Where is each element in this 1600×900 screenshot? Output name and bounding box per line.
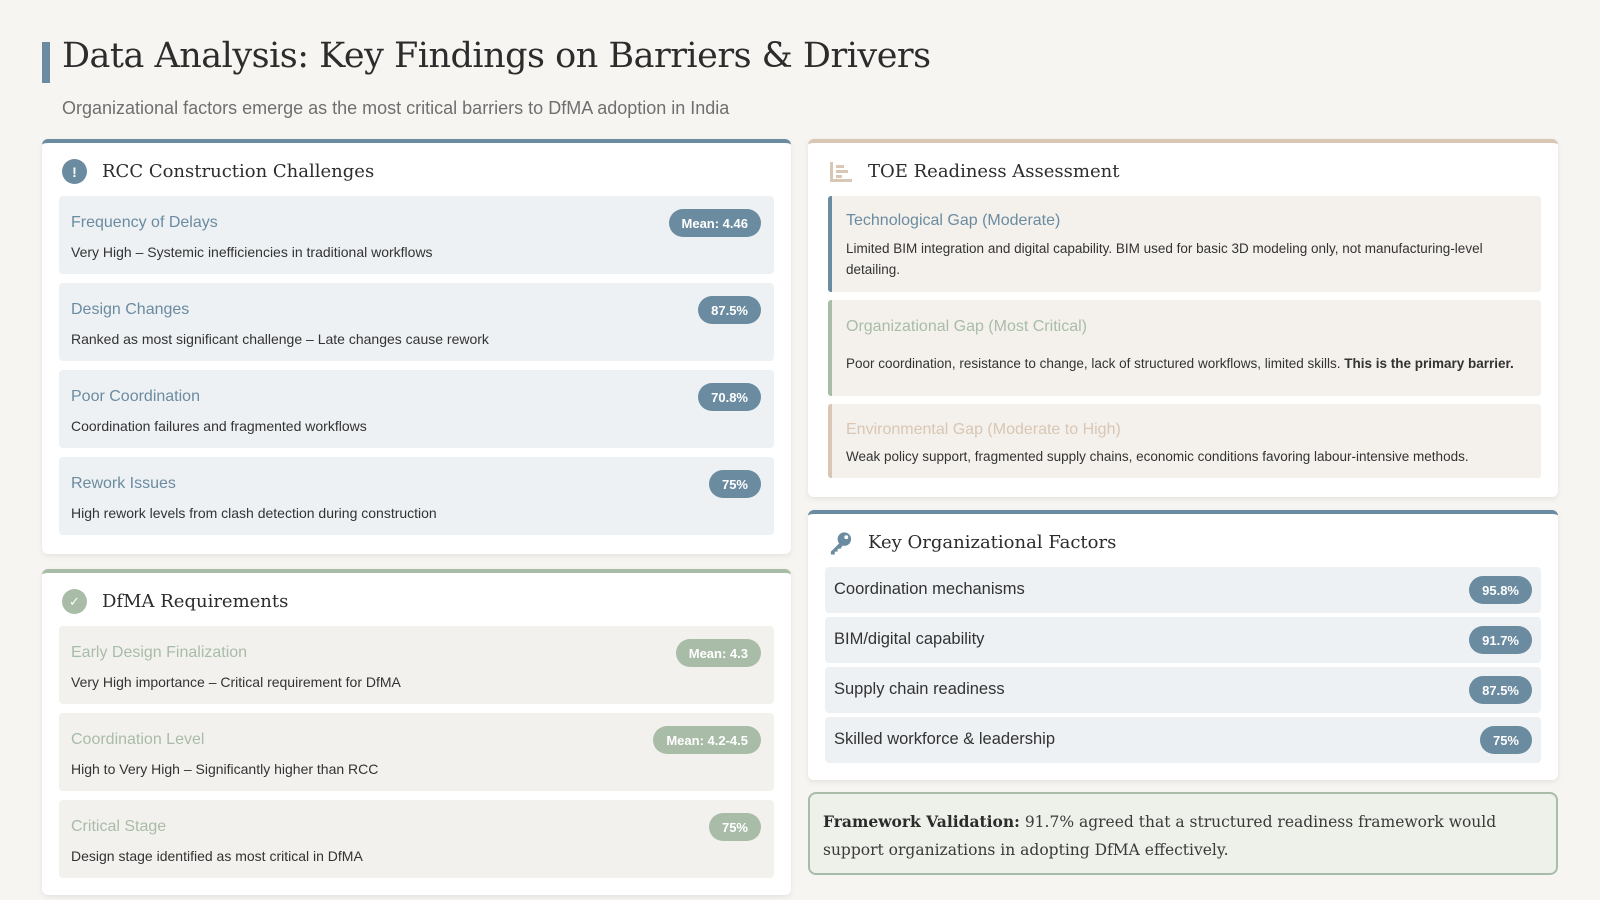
requirement-item	[59, 800, 774, 878]
factor-row	[825, 667, 1541, 713]
challenge-badge: 75%	[709, 470, 761, 498]
organizational-gap	[828, 300, 1541, 396]
factor-row	[825, 567, 1541, 613]
requirement-label: Critical Stage	[71, 818, 167, 835]
gap-desc	[846, 353, 1533, 374]
challenge-item	[59, 370, 774, 448]
card-title: RCC Construction Challenges	[102, 161, 375, 182]
gap-desc-text: Poor coordination, resistance to change, lack of structured workflows, limited skills.	[846, 356, 1341, 371]
title-accent-bar	[42, 42, 50, 83]
challenge-desc: Ranked as most significant challenge – Late changes cause rework	[71, 331, 489, 347]
challenge-label: Poor Coordination	[71, 388, 200, 405]
factor-label: Skilled workforce & leadership	[834, 730, 1056, 748]
card-title: Key Organizational Factors	[868, 532, 1117, 553]
challenge-item	[59, 283, 774, 361]
gap-label: Environmental Gap (Moderate to High)	[846, 421, 1121, 438]
challenge-desc: High rework levels from clash detection during construction	[71, 505, 437, 521]
challenge-label: Design Changes	[71, 301, 190, 318]
rcc-challenges-card	[42, 139, 791, 554]
validation-text: 91.7% agreed that a structured readiness framework would support organizations in adopting DfMA effectively.	[823, 813, 1497, 859]
card-title: TOE Readiness Assessment	[868, 161, 1120, 182]
gap-desc: Limited BIM integration and digital capability. BIM used for basic 3D modeling only, not manufacturing-level detailing.	[846, 241, 1483, 277]
challenge-label: Frequency of Delays	[71, 214, 218, 231]
dfma-requirements-card	[42, 569, 791, 895]
requirement-desc: High to Very High – Significantly higher than RCC	[71, 761, 379, 777]
challenge-desc: Very High – Systemic inefficiencies in traditional workflows	[71, 244, 433, 260]
requirement-badge: Mean: 4.2-4.5	[653, 726, 761, 754]
challenge-item	[59, 457, 774, 535]
factor-label: Coordination mechanisms	[834, 580, 1025, 598]
requirement-label: Coordination Level	[71, 731, 205, 748]
requirement-badge: Mean: 4.3	[676, 639, 761, 667]
card-header	[62, 589, 288, 614]
factor-value: 75%	[1480, 726, 1532, 754]
card-header	[62, 159, 374, 184]
requirement-badge: 75%	[709, 813, 761, 841]
factor-row	[825, 717, 1541, 763]
factor-label: Supply chain readiness	[834, 680, 1005, 698]
toe-readiness-card	[808, 139, 1558, 497]
requirement-desc: Design stage identified as most critical in DfMA	[71, 848, 363, 864]
gap-desc: Weak policy support, fragmented supply chains, economic conditions favoring labour-intensive methods.	[846, 449, 1469, 464]
gap-label: Technological Gap (Moderate)	[846, 212, 1061, 229]
key-icon	[828, 530, 853, 555]
page-title: Data Analysis: Key Findings on Barriers & Drivers	[62, 36, 931, 76]
challenge-desc: Coordination failures and fragmented workflows	[71, 418, 367, 434]
technological-gap	[828, 196, 1541, 292]
bar-list-icon	[828, 159, 853, 184]
requirement-item	[59, 626, 774, 704]
card-title: DfMA Requirements	[102, 591, 289, 612]
challenge-label: Rework Issues	[71, 475, 176, 492]
factor-value: 91.7%	[1469, 626, 1532, 654]
factor-value: 95.8%	[1469, 576, 1532, 604]
requirement-label: Early Design Finalization	[71, 644, 248, 661]
factor-label: BIM/digital capability	[834, 630, 985, 648]
gap-emphasis: This is the primary barrier.	[1344, 356, 1514, 371]
factor-row	[825, 617, 1541, 663]
gap-label: Organizational Gap (Most Critical)	[846, 318, 1087, 335]
page-subtitle: Organizational factors emerge as the most critical barriers to DfMA adoption in India	[62, 98, 730, 118]
challenge-item	[59, 196, 774, 274]
factor-value: 87.5%	[1469, 676, 1532, 704]
challenge-badge: 70.8%	[698, 383, 761, 411]
requirement-desc: Very High importance – Critical requirement for DfMA	[71, 674, 401, 690]
environmental-gap	[828, 404, 1541, 478]
framework-validation-callout	[808, 792, 1558, 875]
card-header	[828, 530, 1116, 555]
check-circle-icon: ✓	[62, 589, 87, 614]
card-header	[828, 159, 1119, 184]
validation-label: Framework Validation:	[823, 812, 1020, 831]
challenge-badge: 87.5%	[698, 296, 761, 324]
key-factors-card	[808, 510, 1558, 780]
requirement-item	[59, 713, 774, 791]
challenge-badge: Mean: 4.46	[669, 209, 761, 237]
alert-icon: !	[62, 159, 87, 184]
